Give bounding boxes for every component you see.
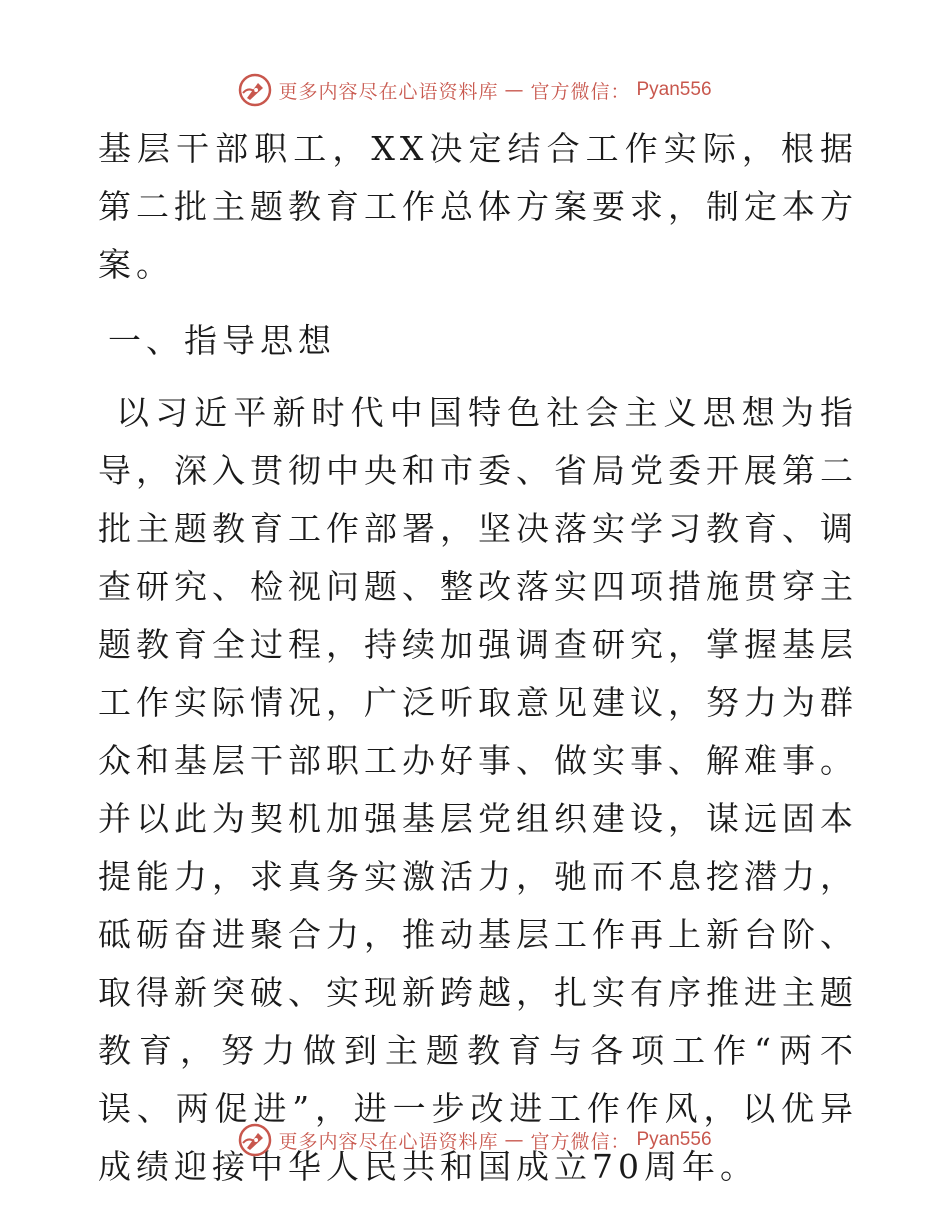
watermark-id: Pyan556 bbox=[636, 79, 712, 100]
watermark-separator: — bbox=[504, 1129, 525, 1151]
watermark-id: Pyan556 bbox=[636, 1129, 712, 1150]
watermark-text: 更多内容尽在心语资料库 bbox=[278, 80, 499, 103]
header-watermark bbox=[0, 70, 950, 110]
section-heading-guiding-ideology: 一、指导思想 bbox=[108, 321, 336, 360]
pen-nib-logo-icon bbox=[238, 73, 272, 107]
watermark-suffix: 官方微信： bbox=[530, 1130, 631, 1153]
document-body bbox=[98, 120, 858, 1196]
footer-watermark bbox=[0, 1120, 950, 1160]
watermark-text: 更多内容尽在心语资料库 bbox=[278, 1130, 499, 1153]
pen-nib-logo-icon bbox=[238, 1123, 272, 1157]
watermark-suffix: 官方微信： bbox=[530, 80, 631, 103]
watermark-separator: — bbox=[504, 79, 525, 101]
paragraph-intro: 基层干部职工，XX决定结合工作实际，根据第二批主题教育工作总体方案要求，制定本方案。 bbox=[98, 129, 858, 284]
paragraph-guiding-ideology: 以习近平新时代中国特色社会主义思想为指导，深入贯彻中央和市委、省局党委开展第二批主题教育工作部署，坚决落实学习教育、调查研究、检视问题、整改落实四项措施贯穿主题教育全过程，持续加强调查研究，掌握基层工作实际情况，广泛听取意见建议，努力为群众和基层干部职工办好事、做实事、解难事。并以此为契机加强基层党组织建设，谋远固本提能力，求真务实激活力，驰而不息挖潜力，砥砺奋进聚合力，推动基层工作再上新台阶、取得新突破、实现新跨越，扎实有序推进主题教育，努力做到主题教育与各项工作“两不误、两促进”，进一步改进工作作风，以优异成绩迎接中华人民共和国成立70周年。 bbox=[98, 393, 858, 1186]
